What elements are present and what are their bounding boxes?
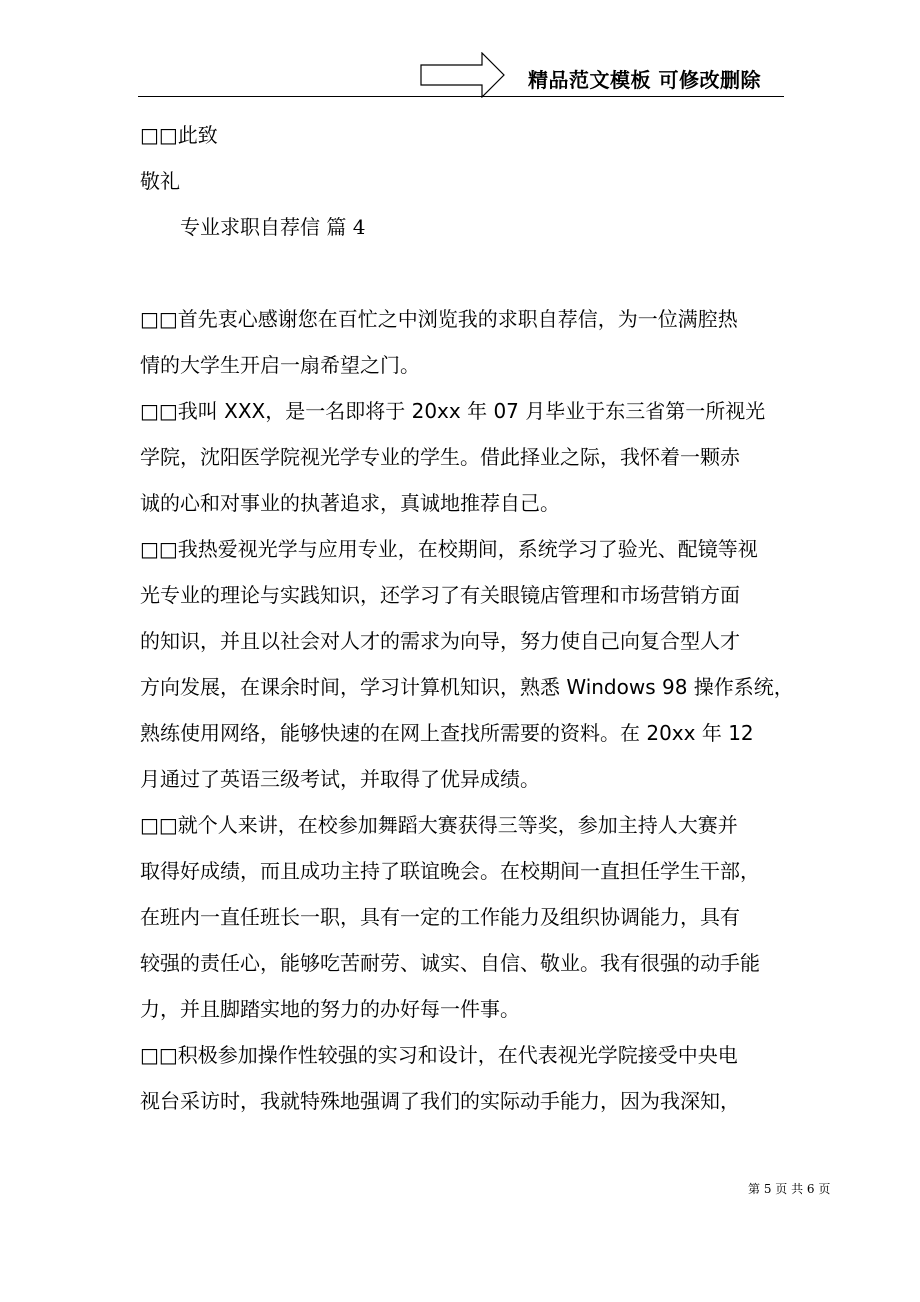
paragraph-line: □□积极参加操作性较强的实习和设计，在代表视光学院接受中央电 — [140, 1043, 738, 1067]
paragraph-line: 熟练使用网络，能够快速的在网上查找所需要的资料。在 20xx 年 12 — [140, 721, 754, 745]
paragraph-line: □□首先衷心感谢您在百忙之中浏览我的求职自荐信，为一位满腔热 — [140, 307, 738, 331]
paragraph-line: 的知识，并且以社会对人才的需求为向导，努力使自己向复合型人才 — [140, 629, 740, 653]
paragraph-line: 方向发展，在课余时间，学习计算机知识，熟悉 Windows 98 操作系统， — [140, 675, 794, 699]
page-header — [0, 0, 920, 100]
paragraph-line: 学院，沈阳医学院视光学专业的学生。借此择业之际，我怀着一颗赤 — [140, 445, 740, 469]
paragraph-line: 较强的责任心，能够吃苦耐劳、诚实、自信、敬业。我有很强的动手能 — [140, 951, 760, 975]
document-body — [140, 112, 794, 1124]
header-divider — [138, 96, 784, 97]
paragraph-line: 取得好成绩，而且成功主持了联谊晚会。在校期间一直担任学生干部， — [140, 859, 760, 883]
section-title: 专业求职自荐信 篇 4 — [180, 215, 366, 239]
blank-line — [140, 250, 790, 296]
paragraph-line: 诚的心和对事业的执著追求，真诚地推荐自己。 — [140, 491, 560, 515]
page-number: 第 5 页 共 6 页 — [748, 1182, 831, 1196]
paragraph-line: 视台采访时，我就特殊地强调了我们的实际动手能力，因为我深知， — [140, 1089, 740, 1113]
paragraph-line: □□我热爱视光学与应用专业，在校期间，系统学习了验光、配镜等视 — [140, 537, 758, 561]
paragraph-line: □□就个人来讲，在校参加舞蹈大赛获得三等奖，参加主持人大赛并 — [140, 813, 738, 837]
paragraph-line: 力，并且脚踏实地的努力的办好每一件事。 — [140, 997, 520, 1021]
paragraph-line: 情的大学生开启一扇希望之门。 — [140, 353, 420, 377]
paragraph-line: 月通过了英语三级考试，并取得了优异成绩。 — [140, 767, 540, 791]
salutation-line: 敬礼 — [140, 169, 180, 193]
paragraph-line: 光专业的理论与实践知识，还学习了有关眼镜店管理和市场营销方面 — [140, 583, 740, 607]
header-title: 精品范文模板 可修改删除 — [528, 68, 761, 92]
arrow-right-icon — [420, 52, 506, 98]
paragraph-line: □□我叫 XXX，是一名即将于 20xx 年 07 月毕业于东三省第一所视光 — [140, 399, 766, 423]
closing-line: □□此致 — [140, 123, 218, 147]
paragraph-line: 在班内一直任班长一职，具有一定的工作能力及组织协调能力，具有 — [140, 905, 740, 929]
